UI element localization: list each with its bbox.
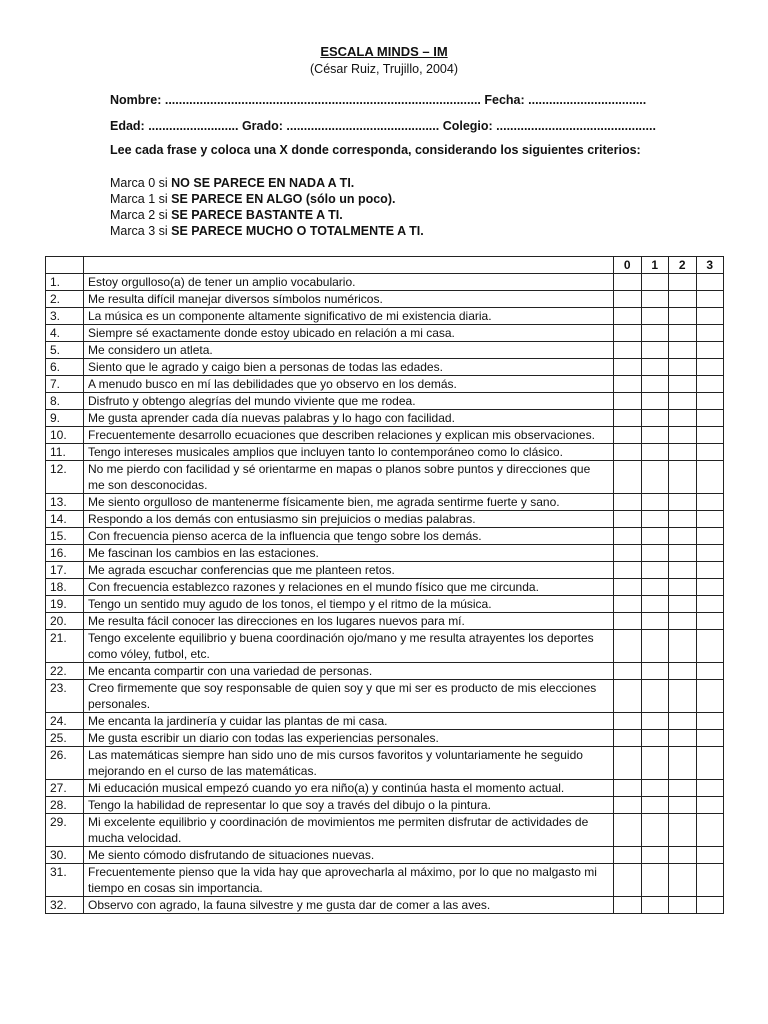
- answer-cell-2[interactable]: [669, 847, 697, 864]
- item-number: 14.: [46, 511, 84, 528]
- item-statement: Me resulta fácil conocer las direcciones en los lugares nuevos para mí.: [84, 613, 614, 630]
- table-row: [46, 847, 724, 864]
- item-statement: Me gusta aprender cada día nuevas palabras y lo hago con facilidad.: [84, 410, 614, 427]
- item-number: 6.: [46, 359, 84, 376]
- table-row: [46, 579, 724, 596]
- answer-cell-3[interactable]: [696, 897, 724, 914]
- answer-cell-3[interactable]: [696, 663, 724, 680]
- item-number: 22.: [46, 663, 84, 680]
- answer-cell-1[interactable]: [641, 814, 669, 847]
- answer-cell-1[interactable]: [641, 897, 669, 914]
- answer-cell-0[interactable]: [614, 410, 642, 427]
- items-table: [45, 256, 724, 914]
- item-statement: Tengo excelente equilibrio y buena coordinación ojo/mano y me resulta atrayentes los deportes como vóley, futbol, etc.: [84, 630, 614, 663]
- item-statement: Creo firmemente que soy responsable de quien soy y que mi ser es producto de mis elecciones personales.: [84, 680, 614, 713]
- answer-cell-0[interactable]: [614, 579, 642, 596]
- table-row: [46, 630, 724, 663]
- item-statement: Con frecuencia establezco razones y relaciones en el mundo físico que me circunda.: [84, 579, 614, 596]
- item-number: 2.: [46, 291, 84, 308]
- item-statement: Respondo a los demás con entusiasmo sin prejuicios o medias palabras.: [84, 511, 614, 528]
- answer-cell-1[interactable]: [641, 376, 669, 393]
- answer-cell-3[interactable]: [696, 274, 724, 291]
- answer-cell-0[interactable]: [614, 545, 642, 562]
- criterion-emphasis: SE PARECE BASTANTE A TI.: [171, 208, 343, 222]
- item-number: 13.: [46, 494, 84, 511]
- answer-cell-1[interactable]: [641, 444, 669, 461]
- item-number: 11.: [46, 444, 84, 461]
- answer-cell-2[interactable]: [669, 596, 697, 613]
- item-statement: Tengo un sentido muy agudo de los tonos, el tiempo y el ritmo de la música.: [84, 596, 614, 613]
- table-row: [46, 613, 724, 630]
- item-statement: Tengo la habilidad de representar lo que soy a través del dibujo o la pintura.: [84, 797, 614, 814]
- item-number: 5.: [46, 342, 84, 359]
- item-number: 24.: [46, 713, 84, 730]
- item-number: 20.: [46, 613, 84, 630]
- item-number: 29.: [46, 814, 84, 847]
- document-title: ESCALA MINDS – IM: [320, 44, 448, 59]
- item-statement: Mi educación musical empezó cuando yo era niño(a) y continúa hasta el momento actual.: [84, 780, 614, 797]
- item-number: 25.: [46, 730, 84, 747]
- answer-cell-1[interactable]: [641, 730, 669, 747]
- answer-cell-0[interactable]: [614, 274, 642, 291]
- answer-cell-0[interactable]: [614, 864, 642, 897]
- answer-cell-1[interactable]: [641, 797, 669, 814]
- answer-cell-1[interactable]: [641, 545, 669, 562]
- answer-cell-2[interactable]: [669, 427, 697, 444]
- table-row: [46, 897, 724, 914]
- item-number: 10.: [46, 427, 84, 444]
- answer-cell-2[interactable]: [669, 545, 697, 562]
- item-number: 9.: [46, 410, 84, 427]
- answer-cell-2[interactable]: [669, 713, 697, 730]
- answer-cell-1[interactable]: [641, 663, 669, 680]
- item-number: 18.: [46, 579, 84, 596]
- answer-cell-3[interactable]: [696, 410, 724, 427]
- criterion-emphasis: SE PARECE MUCHO O TOTALMENTE A TI.: [171, 224, 424, 238]
- item-number: 27.: [46, 780, 84, 797]
- item-statement: Me gusta escribir un diario con todas las experiencias personales.: [84, 730, 614, 747]
- answer-cell-1[interactable]: [641, 325, 669, 342]
- answer-cell-0[interactable]: [614, 376, 642, 393]
- answer-cell-2[interactable]: [669, 325, 697, 342]
- answer-cell-2[interactable]: [669, 814, 697, 847]
- header-option-0: 0: [614, 257, 642, 274]
- answer-cell-0[interactable]: [614, 291, 642, 308]
- answer-cell-3[interactable]: [696, 427, 724, 444]
- table-row: [46, 747, 724, 780]
- item-statement: Siempre sé exactamente donde estoy ubicado en relación a mi casa.: [84, 325, 614, 342]
- item-number: 3.: [46, 308, 84, 325]
- answer-cell-1[interactable]: [641, 579, 669, 596]
- item-number: 30.: [46, 847, 84, 864]
- answer-cell-1[interactable]: [641, 780, 669, 797]
- answer-cell-0[interactable]: [614, 713, 642, 730]
- table-row: [46, 444, 724, 461]
- answer-cell-0[interactable]: [614, 359, 642, 376]
- item-statement: Observo con agrado, la fauna silvestre y me gusta dar de comer a las aves.: [84, 897, 614, 914]
- answer-cell-1[interactable]: [641, 864, 669, 897]
- item-statement: Me encanta la jardinería y cuidar las plantas de mi casa.: [84, 713, 614, 730]
- answer-cell-0[interactable]: [614, 444, 642, 461]
- answer-cell-2[interactable]: [669, 461, 697, 494]
- instruction-text: Lee cada frase y coloca una X donde corresponda, considerando los siguientes criterios:: [110, 143, 641, 157]
- items-body: [46, 274, 724, 914]
- answer-cell-2[interactable]: [669, 613, 697, 630]
- item-statement: Me siento orgulloso de mantenerme físicamente bien, me agrada sentirme fuerte y sano.: [84, 494, 614, 511]
- answer-cell-3[interactable]: [696, 747, 724, 780]
- document-subtitle: (César Ruiz, Trujillo, 2004): [310, 62, 458, 76]
- item-number: 16.: [46, 545, 84, 562]
- age-grade-school-field-line[interactable]: Edad: .......................... Grado: ............................................ Colegio: ..............................................: [110, 119, 656, 133]
- answer-cell-1[interactable]: [641, 393, 669, 410]
- answer-cell-3[interactable]: [696, 797, 724, 814]
- answer-cell-2[interactable]: [669, 410, 697, 427]
- item-number: 23.: [46, 680, 84, 713]
- item-number: 31.: [46, 864, 84, 897]
- answer-cell-3[interactable]: [696, 596, 724, 613]
- answer-cell-2[interactable]: [669, 274, 697, 291]
- item-statement: La música es un componente altamente significativo de mi existencia diaria.: [84, 308, 614, 325]
- answer-cell-2[interactable]: [669, 730, 697, 747]
- answer-cell-0[interactable]: [614, 730, 642, 747]
- item-number: 4.: [46, 325, 84, 342]
- answer-cell-2[interactable]: [669, 444, 697, 461]
- answer-cell-1[interactable]: [641, 630, 669, 663]
- table-row: [46, 393, 724, 410]
- answer-cell-2[interactable]: [669, 864, 697, 897]
- answer-cell-3[interactable]: [696, 308, 724, 325]
- item-statement: Tengo intereses musicales amplios que incluyen tanto lo contemporáneo como lo clásico.: [84, 444, 614, 461]
- table-row: [46, 680, 724, 713]
- item-number: 17.: [46, 562, 84, 579]
- answer-cell-3[interactable]: [696, 494, 724, 511]
- answer-cell-1[interactable]: [641, 359, 669, 376]
- answer-cell-3[interactable]: [696, 814, 724, 847]
- item-statement: Mi excelente equilibrio y coordinación de movimientos me permiten disfrutar de actividades de mucha velocidad.: [84, 814, 614, 847]
- criterion-emphasis: SE PARECE EN ALGO (sólo un poco).: [171, 192, 396, 206]
- criterion-emphasis: NO SE PARECE EN NADA A TI.: [171, 176, 355, 190]
- answer-cell-2[interactable]: [669, 663, 697, 680]
- answer-cell-1[interactable]: [641, 461, 669, 494]
- item-number: 15.: [46, 528, 84, 545]
- header-num-cell: [46, 257, 84, 274]
- table-row: [46, 308, 724, 325]
- answer-cell-1[interactable]: [641, 308, 669, 325]
- table-row: [46, 325, 724, 342]
- answer-cell-3[interactable]: [696, 680, 724, 713]
- item-number: 19.: [46, 596, 84, 613]
- answer-cell-3[interactable]: [696, 291, 724, 308]
- answer-cell-3[interactable]: [696, 545, 724, 562]
- item-statement: No me pierdo con facilidad y sé orientarme en mapas o planos sobre puntos y direcciones que me son desconocidas.: [84, 461, 614, 494]
- answer-cell-1[interactable]: [641, 613, 669, 630]
- answer-cell-1[interactable]: [641, 494, 669, 511]
- answer-cell-0[interactable]: [614, 461, 642, 494]
- answer-cell-0[interactable]: [614, 528, 642, 545]
- answer-cell-3[interactable]: [696, 562, 724, 579]
- item-statement: Con frecuencia pienso acerca de la influencia que tengo sobre los demás.: [84, 528, 614, 545]
- table-row: [46, 494, 724, 511]
- answer-cell-1[interactable]: [641, 528, 669, 545]
- table-header-row: [46, 257, 724, 274]
- table-row: [46, 663, 724, 680]
- table-row: [46, 596, 724, 613]
- item-statement: Me agrada escuchar conferencias que me planteen retos.: [84, 562, 614, 579]
- answer-cell-0[interactable]: [614, 393, 642, 410]
- answer-cell-2[interactable]: [669, 308, 697, 325]
- answer-cell-3[interactable]: [696, 528, 724, 545]
- table-row: [46, 545, 724, 562]
- item-statement: Frecuentemente desarrollo ecuaciones que describen relaciones y explican mis observaciones.: [84, 427, 614, 444]
- answer-cell-2[interactable]: [669, 511, 697, 528]
- answer-cell-0[interactable]: [614, 427, 642, 444]
- answer-cell-0[interactable]: [614, 562, 642, 579]
- answer-cell-3[interactable]: [696, 780, 724, 797]
- answer-cell-0[interactable]: [614, 680, 642, 713]
- table-row: [46, 376, 724, 393]
- answer-cell-2[interactable]: [669, 579, 697, 596]
- table-row: [46, 410, 724, 427]
- table-row: [46, 342, 724, 359]
- answer-cell-3[interactable]: [696, 847, 724, 864]
- answer-cell-1[interactable]: [641, 747, 669, 780]
- item-statement: Me encanta compartir con una variedad de personas.: [84, 663, 614, 680]
- answer-cell-0[interactable]: [614, 897, 642, 914]
- criterion-2: [110, 208, 343, 222]
- answer-cell-1[interactable]: [641, 410, 669, 427]
- criterion-3: [110, 224, 424, 238]
- answer-cell-1[interactable]: [641, 291, 669, 308]
- table-row: [46, 528, 724, 545]
- item-statement: Me considero un atleta.: [84, 342, 614, 359]
- answer-cell-3[interactable]: [696, 359, 724, 376]
- answer-cell-2[interactable]: [669, 359, 697, 376]
- answer-cell-0[interactable]: [614, 814, 642, 847]
- item-number: 12.: [46, 461, 84, 494]
- table-row: [46, 461, 724, 494]
- item-number: 21.: [46, 630, 84, 663]
- answer-cell-0[interactable]: [614, 613, 642, 630]
- answer-cell-0[interactable]: [614, 663, 642, 680]
- answer-cell-2[interactable]: [669, 342, 697, 359]
- answer-cell-0[interactable]: [614, 797, 642, 814]
- item-number: 26.: [46, 747, 84, 780]
- table-row: [46, 359, 724, 376]
- answer-cell-0[interactable]: [614, 325, 642, 342]
- criterion-prefix: Marca 0 si: [110, 176, 172, 190]
- answer-cell-0[interactable]: [614, 847, 642, 864]
- answer-cell-3[interactable]: [696, 730, 724, 747]
- item-statement: A menudo busco en mí las debilidades que yo observo en los demás.: [84, 376, 614, 393]
- answer-cell-2[interactable]: [669, 680, 697, 713]
- table-row: [46, 291, 724, 308]
- criterion-0: [110, 176, 354, 190]
- item-statement: Siento que le agrado y caigo bien a personas de todas las edades.: [84, 359, 614, 376]
- answer-cell-1[interactable]: [641, 511, 669, 528]
- answer-cell-3[interactable]: [696, 713, 724, 730]
- answer-cell-0[interactable]: [614, 494, 642, 511]
- answer-cell-2[interactable]: [669, 897, 697, 914]
- header-option-3: 3: [696, 257, 724, 274]
- answer-cell-3[interactable]: [696, 325, 724, 342]
- answer-cell-0[interactable]: [614, 511, 642, 528]
- table-row: [46, 562, 724, 579]
- answer-cell-1[interactable]: [641, 596, 669, 613]
- criterion-prefix: Marca 2 si: [110, 208, 172, 222]
- answer-cell-2[interactable]: [669, 528, 697, 545]
- answer-cell-2[interactable]: [669, 562, 697, 579]
- item-number: 7.: [46, 376, 84, 393]
- item-statement: Me siento cómodo disfrutando de situaciones nuevas.: [84, 847, 614, 864]
- header-option-1: 1: [641, 257, 669, 274]
- answer-cell-3[interactable]: [696, 376, 724, 393]
- answer-cell-3[interactable]: [696, 444, 724, 461]
- answer-cell-1[interactable]: [641, 342, 669, 359]
- answer-cell-2[interactable]: [669, 494, 697, 511]
- item-number: 28.: [46, 797, 84, 814]
- answer-cell-1[interactable]: [641, 274, 669, 291]
- answer-cell-1[interactable]: [641, 562, 669, 579]
- answer-cell-3[interactable]: [696, 613, 724, 630]
- header-text-cell: [84, 257, 614, 274]
- answer-cell-1[interactable]: [641, 680, 669, 713]
- table-row: [46, 713, 724, 730]
- answer-cell-1[interactable]: [641, 847, 669, 864]
- item-statement: Me fascinan los cambios en las estaciones.: [84, 545, 614, 562]
- item-number: 8.: [46, 393, 84, 410]
- answer-cell-2[interactable]: [669, 630, 697, 663]
- table-row: [46, 864, 724, 897]
- item-number: 1.: [46, 274, 84, 291]
- table-row: [46, 780, 724, 797]
- table-row: [46, 814, 724, 847]
- name-date-field-line[interactable]: Nombre: ........................................................................................... Fecha: ..................................: [110, 93, 647, 107]
- answer-cell-0[interactable]: [614, 596, 642, 613]
- header-option-2: 2: [669, 257, 697, 274]
- item-statement: Las matemáticas siempre han sido uno de mis cursos favoritos y voluntariamente he seguido mejorando en el curso de las matemáticas.: [84, 747, 614, 780]
- table-row: [46, 797, 724, 814]
- answer-cell-1[interactable]: [641, 427, 669, 444]
- answer-cell-0[interactable]: [614, 630, 642, 663]
- answer-cell-3[interactable]: [696, 511, 724, 528]
- item-statement: Disfruto y obtengo alegrías del mundo viviente que me rodea.: [84, 393, 614, 410]
- answer-cell-2[interactable]: [669, 747, 697, 780]
- criterion-1: [110, 192, 395, 206]
- answer-cell-3[interactable]: [696, 461, 724, 494]
- criterion-prefix: Marca 1 si: [110, 192, 172, 206]
- answer-cell-1[interactable]: [641, 713, 669, 730]
- answer-cell-0[interactable]: [614, 747, 642, 780]
- table-row: [46, 427, 724, 444]
- answer-cell-3[interactable]: [696, 393, 724, 410]
- item-statement: Estoy orgulloso(a) de tener un amplio vocabulario.: [84, 274, 614, 291]
- item-statement: Me resulta difícil manejar diversos símbolos numéricos.: [84, 291, 614, 308]
- answer-cell-3[interactable]: [696, 630, 724, 663]
- item-number: 32.: [46, 897, 84, 914]
- answer-cell-0[interactable]: [614, 342, 642, 359]
- table-row: [46, 274, 724, 291]
- item-statement: Frecuentemente pienso que la vida hay que aprovecharla al máximo, por lo que no malgasto mi tiempo en cosas sin importancia.: [84, 864, 614, 897]
- answer-cell-2[interactable]: [669, 376, 697, 393]
- answer-cell-3[interactable]: [696, 864, 724, 897]
- answer-cell-0[interactable]: [614, 308, 642, 325]
- table-row: [46, 511, 724, 528]
- answer-cell-3[interactable]: [696, 342, 724, 359]
- answer-cell-3[interactable]: [696, 579, 724, 596]
- table-row: [46, 730, 724, 747]
- answer-cell-2[interactable]: [669, 780, 697, 797]
- answer-cell-2[interactable]: [669, 393, 697, 410]
- answer-cell-0[interactable]: [614, 780, 642, 797]
- criterion-prefix: Marca 3 si: [110, 224, 172, 238]
- answer-cell-2[interactable]: [669, 797, 697, 814]
- answer-cell-2[interactable]: [669, 291, 697, 308]
